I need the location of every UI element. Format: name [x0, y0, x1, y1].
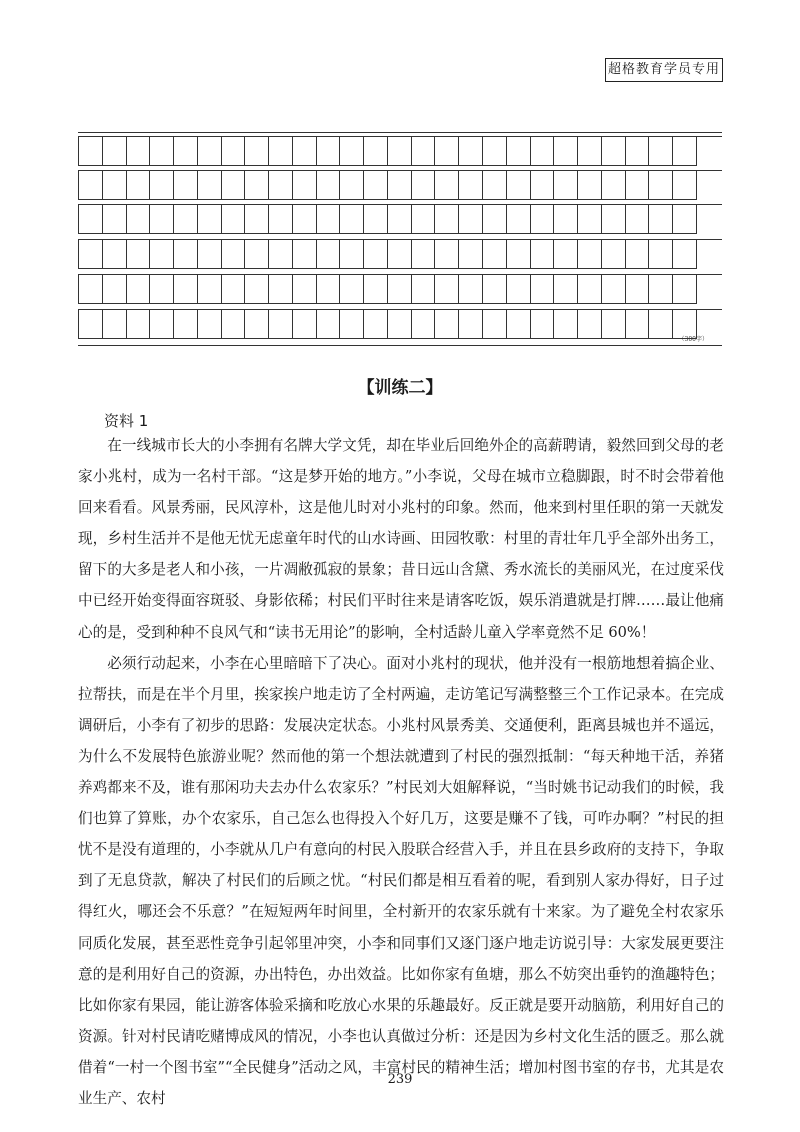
grid-cell[interactable] — [197, 309, 222, 339]
grid-cell[interactable] — [577, 170, 602, 200]
grid-cell[interactable] — [458, 239, 483, 269]
grid-cell[interactable] — [173, 170, 198, 200]
grid-cell[interactable] — [292, 239, 317, 269]
grid-cell[interactable] — [268, 239, 293, 269]
grid-cell[interactable] — [387, 204, 412, 234]
grid-cell[interactable] — [577, 239, 602, 269]
grid-cell[interactable] — [102, 170, 127, 200]
grid-cell[interactable] — [292, 204, 317, 234]
grid-cell[interactable] — [126, 170, 151, 200]
grid-row — [78, 136, 722, 166]
grid-cell[interactable] — [316, 309, 341, 339]
grid-cell[interactable] — [530, 274, 555, 304]
grid-cell[interactable] — [221, 170, 246, 200]
grid-cell[interactable] — [339, 239, 364, 269]
grid-cell[interactable] — [149, 309, 174, 339]
grid-cell[interactable] — [530, 136, 555, 166]
grid-cell[interactable] — [126, 309, 151, 339]
grid-cell[interactable] — [268, 170, 293, 200]
grid-cell[interactable] — [244, 170, 269, 200]
grid-cell[interactable] — [482, 204, 507, 234]
grid-cell[interactable] — [506, 309, 531, 339]
grid-cell[interactable] — [244, 309, 269, 339]
grid-cell[interactable] — [482, 309, 507, 339]
grid-cell[interactable] — [149, 239, 174, 269]
grid-cell[interactable] — [126, 136, 151, 166]
grid-cell[interactable] — [173, 204, 198, 234]
grid-cell[interactable] — [672, 239, 697, 269]
grid-cell[interactable] — [482, 274, 507, 304]
grid-cell[interactable] — [625, 136, 650, 166]
grid-cell[interactable] — [197, 204, 222, 234]
grid-cell[interactable] — [173, 239, 198, 269]
grid-cell[interactable] — [102, 274, 127, 304]
grid-cell[interactable] — [78, 309, 103, 339]
grid-cell[interactable] — [434, 239, 459, 269]
grid-cell[interactable] — [78, 274, 103, 304]
grid-cell[interactable] — [553, 170, 578, 200]
grid-cell[interactable] — [197, 239, 222, 269]
grid-cell[interactable] — [482, 136, 507, 166]
grid-cell[interactable] — [221, 309, 246, 339]
user-badge: 超格教育学员专用 — [605, 58, 723, 82]
grid-row — [78, 274, 722, 304]
section-title: 【训练二】 — [357, 378, 443, 398]
grid-cell[interactable] — [316, 170, 341, 200]
grid-cell[interactable] — [292, 136, 317, 166]
grid-cell[interactable] — [197, 136, 222, 166]
material-label: 资料 1 — [104, 412, 149, 430]
grid-cell[interactable] — [553, 309, 578, 339]
grid-cell[interactable] — [506, 204, 531, 234]
grid-cell[interactable] — [126, 204, 151, 234]
grid-row — [78, 204, 722, 234]
writing-grid — [78, 132, 722, 346]
grid-cell[interactable] — [268, 274, 293, 304]
grid-cell[interactable] — [78, 136, 103, 166]
grid-cell[interactable] — [577, 274, 602, 304]
paragraph: 在一线城市长大的小李拥有名牌大学文凭，却在毕业后回绝外企的高薪聘请，毅然回到父母的老家小兆村，成为一名村干部。“这是梦开始的地方。”小李说，父母在城市立稳脚跟，时不时会带着他回来看看。风景秀丽，民风淳朴，这是他儿时对小兆村的印象。然而，他来到村里任职的第一天就发现，乡村生活并不是他无忧无虑童年时代的山水诗画、田园牧歌：村里的青壮年几乎全部外出务工，留下的大多是老人和小孩，一片凋敝孤寂的景象；昔日远山含黛、秀水流长的美丽风光，在过度采伐中已经开始变得面容斑驳、身影依稀；村民们平时往来是请客吃饭，娱乐消遣就是打牌……最让他痛心的是，受到种种不良风气和“读书无用论”的影响，全村适龄儿童入学率竟然不足 60%！ — [78, 437, 724, 641]
grid-cell[interactable] — [434, 309, 459, 339]
grid-cell[interactable] — [363, 136, 388, 166]
grid-cell[interactable] — [434, 136, 459, 166]
page-number: 239 — [387, 1072, 413, 1087]
grid-cell[interactable] — [482, 170, 507, 200]
grid-cell[interactable] — [506, 170, 531, 200]
grid-cell[interactable] — [672, 170, 697, 200]
grid-cell[interactable] — [126, 274, 151, 304]
grid-cell[interactable] — [672, 136, 697, 166]
grid-cell[interactable] — [173, 309, 198, 339]
grid-cell[interactable] — [458, 170, 483, 200]
grid-cell[interactable] — [458, 274, 483, 304]
grid-cell[interactable] — [268, 204, 293, 234]
grid-cell[interactable] — [197, 274, 222, 304]
grid-cell[interactable] — [102, 204, 127, 234]
grid-cell[interactable] — [625, 239, 650, 269]
grid-cell[interactable] — [458, 309, 483, 339]
grid-cell[interactable] — [244, 274, 269, 304]
grid-cell[interactable] — [102, 239, 127, 269]
grid-cell[interactable] — [601, 274, 626, 304]
grid-cell[interactable] — [149, 136, 174, 166]
grid-cell[interactable] — [553, 204, 578, 234]
grid-row — [78, 309, 722, 339]
grid-cell[interactable] — [387, 309, 412, 339]
grid-cell[interactable] — [173, 136, 198, 166]
grid-cell[interactable] — [292, 309, 317, 339]
grid-cell[interactable] — [268, 136, 293, 166]
grid-cell[interactable] — [577, 136, 602, 166]
grid-cell[interactable] — [221, 274, 246, 304]
grid-cell[interactable] — [530, 170, 555, 200]
grid-cell[interactable] — [648, 239, 673, 269]
grid-cell[interactable] — [316, 274, 341, 304]
grid-cell[interactable] — [411, 170, 436, 200]
grid-cell[interactable] — [149, 170, 174, 200]
grid-cell[interactable] — [482, 239, 507, 269]
grid-cell[interactable] — [530, 239, 555, 269]
grid-cell[interactable] — [434, 170, 459, 200]
grid-cell[interactable] — [625, 170, 650, 200]
grid-cell[interactable] — [648, 274, 673, 304]
grid-cell[interactable] — [601, 204, 626, 234]
grid-cell[interactable] — [411, 204, 436, 234]
grid-cell[interactable] — [244, 136, 269, 166]
grid-row — [78, 170, 722, 200]
grid-cell[interactable] — [221, 136, 246, 166]
grid-cell[interactable] — [339, 274, 364, 304]
grid-cell[interactable] — [339, 136, 364, 166]
grid-cell[interactable] — [506, 274, 531, 304]
grid-cell[interactable] — [625, 274, 650, 304]
grid-cell[interactable] — [363, 204, 388, 234]
grid-cell[interactable] — [292, 170, 317, 200]
grid-cell[interactable] — [387, 274, 412, 304]
grid-cell[interactable] — [411, 274, 436, 304]
grid-cell[interactable] — [78, 239, 103, 269]
grid-cell[interactable] — [648, 309, 673, 339]
grid-cell[interactable] — [672, 204, 697, 234]
grid-cell[interactable] — [530, 309, 555, 339]
grid-cell[interactable] — [102, 309, 127, 339]
grid-row — [78, 239, 722, 269]
grid-cell[interactable] — [173, 274, 198, 304]
grid-cell[interactable] — [625, 309, 650, 339]
grid-cell[interactable] — [149, 204, 174, 234]
grid-cell[interactable] — [601, 136, 626, 166]
grid-cell[interactable] — [149, 274, 174, 304]
grid-cell[interactable] — [126, 239, 151, 269]
grid-cell[interactable] — [339, 170, 364, 200]
grid-cell[interactable] — [411, 136, 436, 166]
grid-cell[interactable] — [458, 204, 483, 234]
grid-cell[interactable] — [339, 309, 364, 339]
grid-cell[interactable] — [221, 239, 246, 269]
grid-cell[interactable] — [339, 204, 364, 234]
grid-cell[interactable] — [292, 274, 317, 304]
grid-cell[interactable] — [387, 239, 412, 269]
grid-cell[interactable] — [553, 239, 578, 269]
grid-cell[interactable] — [553, 136, 578, 166]
grid-cell[interactable] — [601, 309, 626, 339]
grid-cell[interactable] — [363, 239, 388, 269]
grid-cell[interactable] — [625, 204, 650, 234]
grid-cell[interactable] — [530, 204, 555, 234]
grid-cell[interactable] — [434, 204, 459, 234]
grid-cell[interactable] — [387, 136, 412, 166]
grid-cell[interactable] — [244, 239, 269, 269]
grid-cell[interactable] — [387, 170, 412, 200]
grid-cell[interactable] — [648, 170, 673, 200]
grid-cell[interactable] — [78, 204, 103, 234]
grid-cell[interactable] — [316, 136, 341, 166]
grid-cell[interactable] — [411, 309, 436, 339]
grid-cell[interactable] — [221, 204, 246, 234]
grid-cell[interactable] — [244, 204, 269, 234]
grid-cell[interactable] — [316, 239, 341, 269]
grid-cell[interactable] — [434, 274, 459, 304]
grid-cell[interactable] — [648, 204, 673, 234]
grid-cell[interactable] — [601, 239, 626, 269]
grid-cell[interactable] — [102, 136, 127, 166]
paragraph: 必须行动起来，小李在心里暗暗下了决心。面对小兆村的现状，他并没有一根筋地想着搞企业、拉帮扶，而是在半个月里，挨家挨户地走访了全村两遍，走访笔记写满整整三个工作记录本。在完成调研后，小李有了初步的思路：发展决定状态。小兆村风景秀美、交通便利，距离县城也并不遥远，为什么不发展特色旅游业呢？然而他的第一个想法就遭到了村民的强烈抵制：“每天种地干活，养猪养鸡都来不及，谁有那闲功夫去办什么农家乐？”村民刘大姐解释说，“当时姚书记动我们的时候，我们也算了算账，办个农家乐，自己怎么也得投入个好几万，这要是赚不了钱，可咋办啊？”村民的担忧不是没有道理的，小李就从几户有意向的村民入股联合经营入手，并且在县乡政府的支持下，争取到了无息贷款，解决了村民们的后顾之忧。“村民们都是相互看着的呢，看到别人家办得好，日子过得红火，哪还会不乐意？”在短短两年时间里，全村新开的农家乐就有十来家。为了避免全村农家乐同质化发展，甚至恶性竞争引起邻里冲突，小李和同事们又逐门逐户地走访说引导：大家发展更要注意的是利用好自己的资源，办出特色，办出效益。比如你家有鱼塘，那么不妨突出垂钓的渔趣特色；比如你家有果园，能让游客体验采摘和吃放心水果的乐趣最好。反正就是要开动脑筋，利用好自己的资源。针对村民请吃赌博成风的情况，小李也认真做过分析：还是因为乡村文化生活的匮乏。那么就借着“一村一个图书室”“全民健身”活动之风，丰富村民的精神生活；增加村图书室的存书，尤其是农业生产、农村 — [78, 654, 724, 1107]
grid-cell[interactable] — [553, 274, 578, 304]
grid-cell[interactable] — [601, 170, 626, 200]
passage — [78, 430, 724, 1114]
grid-cell[interactable] — [458, 136, 483, 166]
grid-cell[interactable] — [672, 274, 697, 304]
grid-cell[interactable] — [506, 136, 531, 166]
grid-cell[interactable] — [363, 309, 388, 339]
word-count-label: （300字） — [678, 336, 708, 343]
grid-cell[interactable] — [197, 170, 222, 200]
grid-cell[interactable] — [672, 309, 697, 339]
grid-cell[interactable] — [411, 239, 436, 269]
grid-cell[interactable] — [363, 274, 388, 304]
grid-cell[interactable] — [506, 239, 531, 269]
grid-cell[interactable] — [577, 309, 602, 339]
grid-cell[interactable] — [577, 204, 602, 234]
grid-cell[interactable] — [78, 170, 103, 200]
grid-cell[interactable] — [363, 170, 388, 200]
grid-cell[interactable] — [316, 204, 341, 234]
grid-cell[interactable] — [268, 309, 293, 339]
grid-cell[interactable] — [648, 136, 673, 166]
